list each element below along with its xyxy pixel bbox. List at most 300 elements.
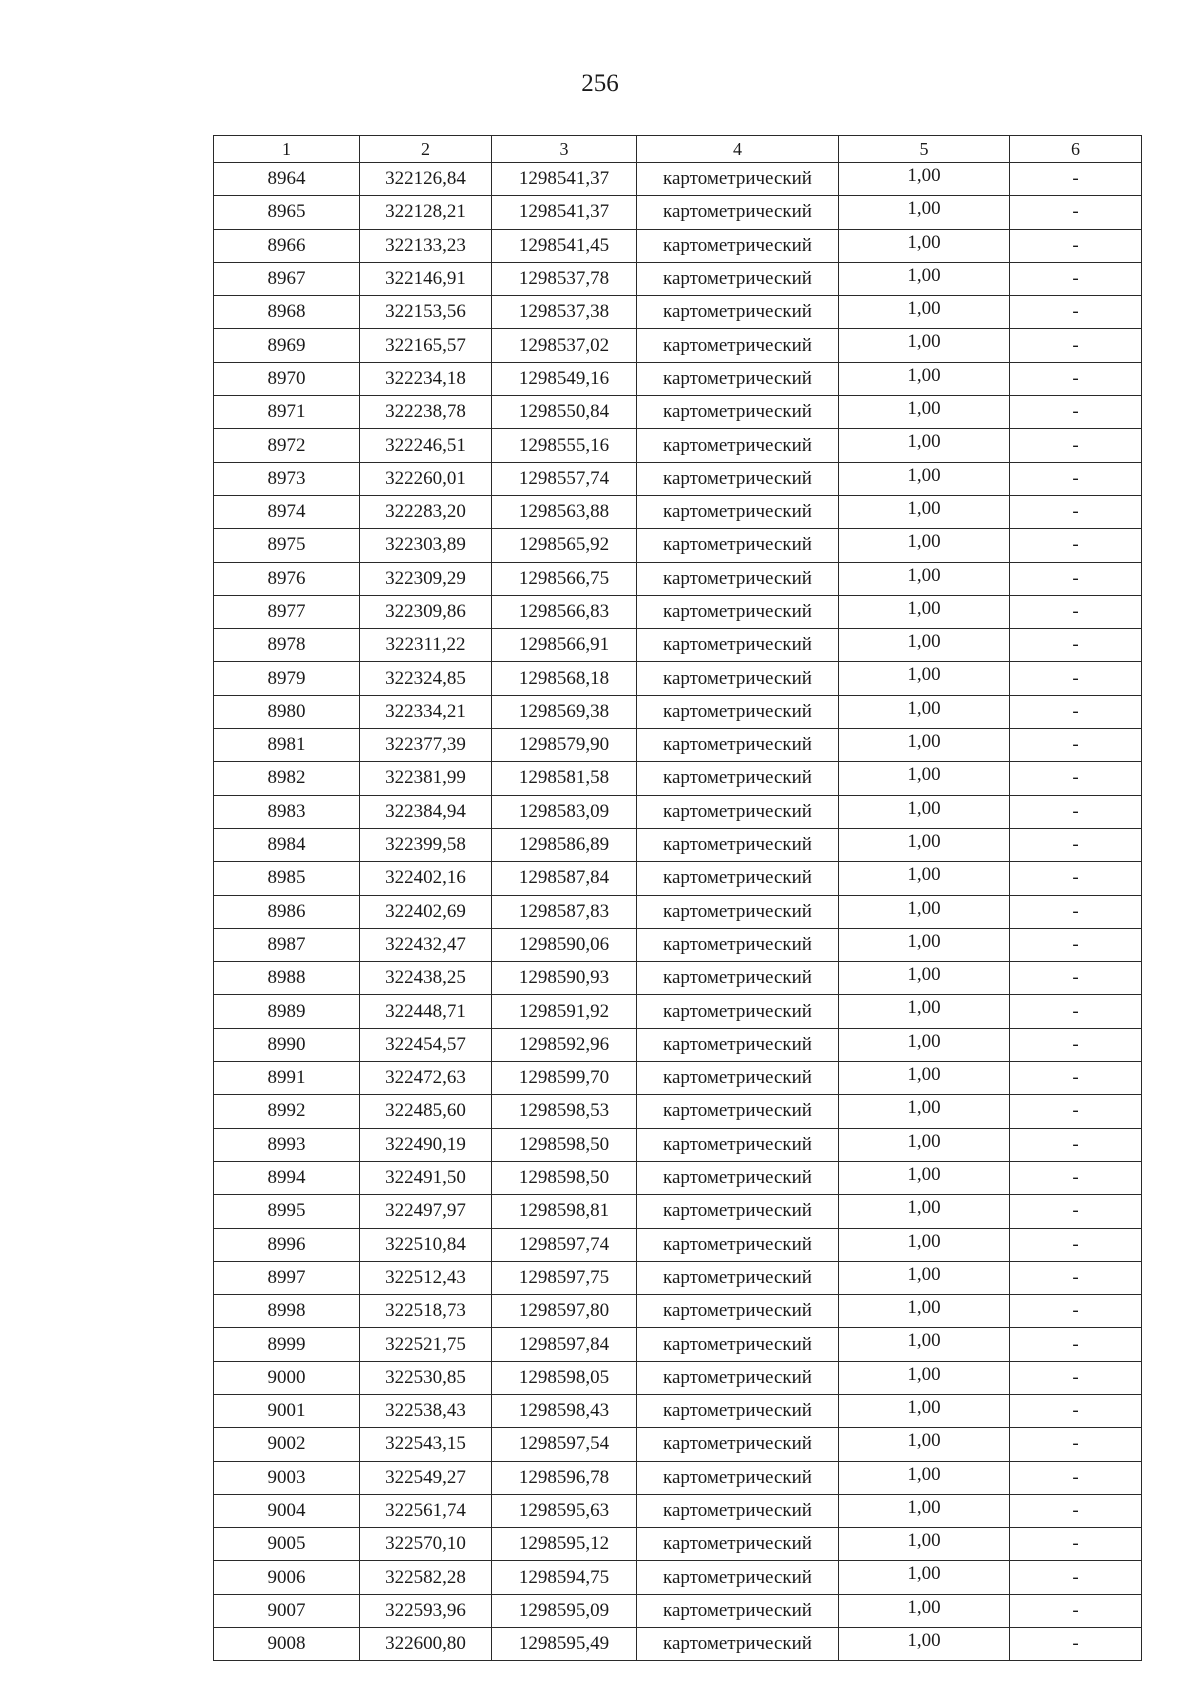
x-coordinate-cell: 322309,86 bbox=[360, 595, 492, 628]
method-cell: картометрический bbox=[637, 1461, 839, 1494]
accuracy-cell: 1,00 bbox=[839, 1295, 1010, 1328]
method-cell: картометрический bbox=[637, 595, 839, 628]
y-coordinate-cell: 1298596,78 bbox=[492, 1461, 637, 1494]
x-coordinate-cell: 322593,96 bbox=[360, 1594, 492, 1627]
method-cell: картометрический bbox=[637, 895, 839, 928]
point-number-cell: 9004 bbox=[214, 1494, 360, 1527]
note-cell: - bbox=[1010, 262, 1142, 295]
table-row bbox=[214, 1528, 1142, 1561]
x-coordinate-cell: 322260,01 bbox=[360, 462, 492, 495]
table-row bbox=[214, 895, 1142, 928]
y-coordinate-cell: 1298566,75 bbox=[492, 562, 637, 595]
y-coordinate-cell: 1298595,49 bbox=[492, 1628, 637, 1661]
method-cell: картометрический bbox=[637, 1361, 839, 1394]
y-coordinate-cell: 1298590,06 bbox=[492, 928, 637, 961]
note-cell: - bbox=[1010, 163, 1142, 196]
point-number-cell: 8981 bbox=[214, 729, 360, 762]
accuracy-cell: 1,00 bbox=[839, 1028, 1010, 1061]
y-coordinate-cell: 1298595,12 bbox=[492, 1528, 637, 1561]
table-row bbox=[214, 1161, 1142, 1194]
table-row bbox=[214, 1594, 1142, 1627]
point-number-cell: 9006 bbox=[214, 1561, 360, 1594]
y-coordinate-cell: 1298541,45 bbox=[492, 229, 637, 262]
accuracy-cell: 1,00 bbox=[839, 462, 1010, 495]
table-row bbox=[214, 1628, 1142, 1661]
note-cell: - bbox=[1010, 1095, 1142, 1128]
y-coordinate-cell: 1298583,09 bbox=[492, 795, 637, 828]
x-coordinate-cell: 322399,58 bbox=[360, 828, 492, 861]
method-cell: картометрический bbox=[637, 1128, 839, 1161]
table-row bbox=[214, 1494, 1142, 1527]
y-coordinate-cell: 1298597,80 bbox=[492, 1295, 637, 1328]
note-cell: - bbox=[1010, 695, 1142, 728]
method-cell: картометрический bbox=[637, 1261, 839, 1294]
method-cell: картометрический bbox=[637, 1394, 839, 1427]
x-coordinate-cell: 322521,75 bbox=[360, 1328, 492, 1361]
note-cell: - bbox=[1010, 329, 1142, 362]
note-cell: - bbox=[1010, 1394, 1142, 1427]
x-coordinate-cell: 322472,63 bbox=[360, 1062, 492, 1095]
table-row bbox=[214, 1128, 1142, 1161]
y-coordinate-cell: 1298597,84 bbox=[492, 1328, 637, 1361]
header-cell-3: 3 bbox=[492, 136, 637, 163]
accuracy-cell: 1,00 bbox=[839, 828, 1010, 861]
point-number-cell: 8991 bbox=[214, 1062, 360, 1095]
x-coordinate-cell: 322438,25 bbox=[360, 962, 492, 995]
x-coordinate-cell: 322510,84 bbox=[360, 1228, 492, 1261]
x-coordinate-cell: 322246,51 bbox=[360, 429, 492, 462]
table-row bbox=[214, 1028, 1142, 1061]
method-cell: картометрический bbox=[637, 196, 839, 229]
x-coordinate-cell: 322334,21 bbox=[360, 695, 492, 728]
y-coordinate-cell: 1298569,38 bbox=[492, 695, 637, 728]
table-row bbox=[214, 928, 1142, 961]
point-number-cell: 8969 bbox=[214, 329, 360, 362]
method-cell: картометрический bbox=[637, 429, 839, 462]
x-coordinate-cell: 322543,15 bbox=[360, 1428, 492, 1461]
note-cell: - bbox=[1010, 629, 1142, 662]
x-coordinate-cell: 322538,43 bbox=[360, 1394, 492, 1427]
x-coordinate-cell: 322153,56 bbox=[360, 296, 492, 329]
y-coordinate-cell: 1298594,75 bbox=[492, 1561, 637, 1594]
accuracy-cell: 1,00 bbox=[839, 1561, 1010, 1594]
y-coordinate-cell: 1298590,93 bbox=[492, 962, 637, 995]
note-cell: - bbox=[1010, 196, 1142, 229]
method-cell: картометрический bbox=[637, 662, 839, 695]
accuracy-cell: 1,00 bbox=[839, 296, 1010, 329]
note-cell: - bbox=[1010, 529, 1142, 562]
y-coordinate-cell: 1298597,54 bbox=[492, 1428, 637, 1461]
accuracy-cell: 1,00 bbox=[839, 862, 1010, 895]
point-number-cell: 8975 bbox=[214, 529, 360, 562]
accuracy-cell: 1,00 bbox=[839, 529, 1010, 562]
x-coordinate-cell: 322283,20 bbox=[360, 495, 492, 528]
y-coordinate-cell: 1298587,84 bbox=[492, 862, 637, 895]
table-header bbox=[214, 136, 1142, 163]
accuracy-cell: 1,00 bbox=[839, 1494, 1010, 1527]
y-coordinate-cell: 1298599,70 bbox=[492, 1062, 637, 1095]
point-number-cell: 8992 bbox=[214, 1095, 360, 1128]
x-coordinate-cell: 322165,57 bbox=[360, 329, 492, 362]
point-number-cell: 8995 bbox=[214, 1195, 360, 1228]
note-cell: - bbox=[1010, 762, 1142, 795]
method-cell: картометрический bbox=[637, 462, 839, 495]
accuracy-cell: 1,00 bbox=[839, 1528, 1010, 1561]
table-row bbox=[214, 1195, 1142, 1228]
accuracy-cell: 1,00 bbox=[839, 962, 1010, 995]
method-cell: картометрический bbox=[637, 296, 839, 329]
note-cell: - bbox=[1010, 1428, 1142, 1461]
accuracy-cell: 1,00 bbox=[839, 1062, 1010, 1095]
y-coordinate-cell: 1298598,43 bbox=[492, 1394, 637, 1427]
y-coordinate-cell: 1298597,74 bbox=[492, 1228, 637, 1261]
method-cell: картометрический bbox=[637, 1494, 839, 1527]
table-row bbox=[214, 462, 1142, 495]
header-cell-5: 5 bbox=[839, 136, 1010, 163]
note-cell: - bbox=[1010, 1228, 1142, 1261]
point-number-cell: 8976 bbox=[214, 562, 360, 595]
table-row bbox=[214, 396, 1142, 429]
point-number-cell: 8993 bbox=[214, 1128, 360, 1161]
method-cell: картометрический bbox=[637, 995, 839, 1028]
y-coordinate-cell: 1298568,18 bbox=[492, 662, 637, 695]
coordinates-table bbox=[213, 135, 1142, 1661]
table-row bbox=[214, 1062, 1142, 1095]
note-cell: - bbox=[1010, 1561, 1142, 1594]
accuracy-cell: 1,00 bbox=[839, 729, 1010, 762]
point-number-cell: 8989 bbox=[214, 995, 360, 1028]
note-cell: - bbox=[1010, 362, 1142, 395]
table-row bbox=[214, 1561, 1142, 1594]
table-row bbox=[214, 1095, 1142, 1128]
point-number-cell: 8965 bbox=[214, 196, 360, 229]
point-number-cell: 8984 bbox=[214, 828, 360, 861]
y-coordinate-cell: 1298550,84 bbox=[492, 396, 637, 429]
x-coordinate-cell: 322126,84 bbox=[360, 163, 492, 196]
point-number-cell: 8996 bbox=[214, 1228, 360, 1261]
y-coordinate-cell: 1298595,09 bbox=[492, 1594, 637, 1627]
accuracy-cell: 1,00 bbox=[839, 1594, 1010, 1627]
accuracy-cell: 1,00 bbox=[839, 928, 1010, 961]
note-cell: - bbox=[1010, 1494, 1142, 1527]
x-coordinate-cell: 322570,10 bbox=[360, 1528, 492, 1561]
table-body bbox=[214, 163, 1142, 1661]
note-cell: - bbox=[1010, 1128, 1142, 1161]
table-row bbox=[214, 962, 1142, 995]
table-row bbox=[214, 1394, 1142, 1427]
x-coordinate-cell: 322600,80 bbox=[360, 1628, 492, 1661]
method-cell: картометрический bbox=[637, 396, 839, 429]
point-number-cell: 8990 bbox=[214, 1028, 360, 1061]
accuracy-cell: 1,00 bbox=[839, 1095, 1010, 1128]
point-number-cell: 8974 bbox=[214, 495, 360, 528]
note-cell: - bbox=[1010, 995, 1142, 1028]
note-cell: - bbox=[1010, 1594, 1142, 1627]
y-coordinate-cell: 1298541,37 bbox=[492, 163, 637, 196]
method-cell: картометрический bbox=[637, 163, 839, 196]
table-row bbox=[214, 495, 1142, 528]
accuracy-cell: 1,00 bbox=[839, 362, 1010, 395]
accuracy-cell: 1,00 bbox=[839, 662, 1010, 695]
note-cell: - bbox=[1010, 495, 1142, 528]
note-cell: - bbox=[1010, 1062, 1142, 1095]
table-row bbox=[214, 262, 1142, 295]
point-number-cell: 8999 bbox=[214, 1328, 360, 1361]
method-cell: картометрический bbox=[637, 562, 839, 595]
header-row bbox=[214, 136, 1142, 163]
table-row bbox=[214, 695, 1142, 728]
point-number-cell: 8978 bbox=[214, 629, 360, 662]
note-cell: - bbox=[1010, 828, 1142, 861]
point-number-cell: 8987 bbox=[214, 928, 360, 961]
note-cell: - bbox=[1010, 662, 1142, 695]
table-row bbox=[214, 662, 1142, 695]
y-coordinate-cell: 1298586,89 bbox=[492, 828, 637, 861]
y-coordinate-cell: 1298549,16 bbox=[492, 362, 637, 395]
accuracy-cell: 1,00 bbox=[839, 695, 1010, 728]
point-number-cell: 8979 bbox=[214, 662, 360, 695]
method-cell: картометрический bbox=[637, 795, 839, 828]
point-number-cell: 8973 bbox=[214, 462, 360, 495]
y-coordinate-cell: 1298592,96 bbox=[492, 1028, 637, 1061]
table-row bbox=[214, 196, 1142, 229]
note-cell: - bbox=[1010, 729, 1142, 762]
x-coordinate-cell: 322128,21 bbox=[360, 196, 492, 229]
table-row bbox=[214, 995, 1142, 1028]
y-coordinate-cell: 1298565,92 bbox=[492, 529, 637, 562]
y-coordinate-cell: 1298595,63 bbox=[492, 1494, 637, 1527]
accuracy-cell: 1,00 bbox=[839, 163, 1010, 196]
table-row bbox=[214, 163, 1142, 196]
y-coordinate-cell: 1298579,90 bbox=[492, 729, 637, 762]
note-cell: - bbox=[1010, 1628, 1142, 1661]
accuracy-cell: 1,00 bbox=[839, 562, 1010, 595]
method-cell: картометрический bbox=[637, 329, 839, 362]
table-row bbox=[214, 795, 1142, 828]
accuracy-cell: 1,00 bbox=[839, 1128, 1010, 1161]
x-coordinate-cell: 322234,18 bbox=[360, 362, 492, 395]
table-row bbox=[214, 329, 1142, 362]
page-number: 256 bbox=[581, 70, 619, 97]
point-number-cell: 9007 bbox=[214, 1594, 360, 1627]
point-number-cell: 8970 bbox=[214, 362, 360, 395]
accuracy-cell: 1,00 bbox=[839, 429, 1010, 462]
table-row bbox=[214, 1328, 1142, 1361]
accuracy-cell: 1,00 bbox=[839, 762, 1010, 795]
accuracy-cell: 1,00 bbox=[839, 1428, 1010, 1461]
method-cell: картометрический bbox=[637, 362, 839, 395]
accuracy-cell: 1,00 bbox=[839, 995, 1010, 1028]
method-cell: картометрический bbox=[637, 1328, 839, 1361]
point-number-cell: 8997 bbox=[214, 1261, 360, 1294]
method-cell: картометрический bbox=[637, 629, 839, 662]
accuracy-cell: 1,00 bbox=[839, 1161, 1010, 1194]
x-coordinate-cell: 322491,50 bbox=[360, 1161, 492, 1194]
table-row bbox=[214, 828, 1142, 861]
y-coordinate-cell: 1298555,16 bbox=[492, 429, 637, 462]
method-cell: картометрический bbox=[637, 262, 839, 295]
accuracy-cell: 1,00 bbox=[839, 495, 1010, 528]
method-cell: картометрический bbox=[637, 1195, 839, 1228]
table-row bbox=[214, 296, 1142, 329]
note-cell: - bbox=[1010, 562, 1142, 595]
table-row bbox=[214, 1428, 1142, 1461]
method-cell: картометрический bbox=[637, 729, 839, 762]
table-row bbox=[214, 595, 1142, 628]
x-coordinate-cell: 322324,85 bbox=[360, 662, 492, 695]
x-coordinate-cell: 322561,74 bbox=[360, 1494, 492, 1527]
table-row bbox=[214, 1295, 1142, 1328]
accuracy-cell: 1,00 bbox=[839, 1328, 1010, 1361]
method-cell: картометрический bbox=[637, 1095, 839, 1128]
y-coordinate-cell: 1298597,75 bbox=[492, 1261, 637, 1294]
accuracy-cell: 1,00 bbox=[839, 1261, 1010, 1294]
point-number-cell: 8985 bbox=[214, 862, 360, 895]
y-coordinate-cell: 1298598,05 bbox=[492, 1361, 637, 1394]
x-coordinate-cell: 322384,94 bbox=[360, 795, 492, 828]
note-cell: - bbox=[1010, 795, 1142, 828]
table-row bbox=[214, 362, 1142, 395]
x-coordinate-cell: 322448,71 bbox=[360, 995, 492, 1028]
note-cell: - bbox=[1010, 1528, 1142, 1561]
note-cell: - bbox=[1010, 1461, 1142, 1494]
table-row bbox=[214, 1228, 1142, 1261]
y-coordinate-cell: 1298598,81 bbox=[492, 1195, 637, 1228]
note-cell: - bbox=[1010, 396, 1142, 429]
method-cell: картометрический bbox=[637, 695, 839, 728]
note-cell: - bbox=[1010, 1361, 1142, 1394]
point-number-cell: 9000 bbox=[214, 1361, 360, 1394]
header-cell-1: 1 bbox=[214, 136, 360, 163]
accuracy-cell: 1,00 bbox=[839, 895, 1010, 928]
table-row bbox=[214, 229, 1142, 262]
table-row bbox=[214, 1461, 1142, 1494]
accuracy-cell: 1,00 bbox=[839, 1394, 1010, 1427]
accuracy-cell: 1,00 bbox=[839, 629, 1010, 662]
y-coordinate-cell: 1298598,53 bbox=[492, 1095, 637, 1128]
accuracy-cell: 1,00 bbox=[839, 262, 1010, 295]
x-coordinate-cell: 322518,73 bbox=[360, 1295, 492, 1328]
method-cell: картометрический bbox=[637, 762, 839, 795]
y-coordinate-cell: 1298537,02 bbox=[492, 329, 637, 362]
table-row bbox=[214, 1361, 1142, 1394]
point-number-cell: 9005 bbox=[214, 1528, 360, 1561]
table-row bbox=[214, 529, 1142, 562]
y-coordinate-cell: 1298537,38 bbox=[492, 296, 637, 329]
table-row bbox=[214, 1261, 1142, 1294]
table-row bbox=[214, 562, 1142, 595]
header-cell-6: 6 bbox=[1010, 136, 1142, 163]
method-cell: картометрический bbox=[637, 1295, 839, 1328]
point-number-cell: 9003 bbox=[214, 1461, 360, 1494]
method-cell: картометрический bbox=[637, 1228, 839, 1261]
method-cell: картометрический bbox=[637, 229, 839, 262]
x-coordinate-cell: 322530,85 bbox=[360, 1361, 492, 1394]
note-cell: - bbox=[1010, 1161, 1142, 1194]
point-number-cell: 8982 bbox=[214, 762, 360, 795]
x-coordinate-cell: 322402,16 bbox=[360, 862, 492, 895]
header-cell-2: 2 bbox=[360, 136, 492, 163]
y-coordinate-cell: 1298587,83 bbox=[492, 895, 637, 928]
x-coordinate-cell: 322512,43 bbox=[360, 1261, 492, 1294]
table-row bbox=[214, 629, 1142, 662]
x-coordinate-cell: 322309,29 bbox=[360, 562, 492, 595]
method-cell: картометрический bbox=[637, 828, 839, 861]
y-coordinate-cell: 1298563,88 bbox=[492, 495, 637, 528]
x-coordinate-cell: 322454,57 bbox=[360, 1028, 492, 1061]
x-coordinate-cell: 322303,89 bbox=[360, 529, 492, 562]
method-cell: картометрический bbox=[637, 1528, 839, 1561]
accuracy-cell: 1,00 bbox=[839, 1361, 1010, 1394]
note-cell: - bbox=[1010, 1261, 1142, 1294]
x-coordinate-cell: 322311,22 bbox=[360, 629, 492, 662]
point-number-cell: 8966 bbox=[214, 229, 360, 262]
accuracy-cell: 1,00 bbox=[839, 229, 1010, 262]
point-number-cell: 8988 bbox=[214, 962, 360, 995]
method-cell: картометрический bbox=[637, 1062, 839, 1095]
note-cell: - bbox=[1010, 1195, 1142, 1228]
y-coordinate-cell: 1298557,74 bbox=[492, 462, 637, 495]
y-coordinate-cell: 1298541,37 bbox=[492, 196, 637, 229]
method-cell: картометрический bbox=[637, 495, 839, 528]
x-coordinate-cell: 322238,78 bbox=[360, 396, 492, 429]
header-cell-4: 4 bbox=[637, 136, 839, 163]
note-cell: - bbox=[1010, 229, 1142, 262]
point-number-cell: 8967 bbox=[214, 262, 360, 295]
y-coordinate-cell: 1298566,83 bbox=[492, 595, 637, 628]
accuracy-cell: 1,00 bbox=[839, 196, 1010, 229]
point-number-cell: 9008 bbox=[214, 1628, 360, 1661]
method-cell: картометрический bbox=[637, 928, 839, 961]
table-row bbox=[214, 762, 1142, 795]
x-coordinate-cell: 322485,60 bbox=[360, 1095, 492, 1128]
accuracy-cell: 1,00 bbox=[839, 595, 1010, 628]
point-number-cell: 8964 bbox=[214, 163, 360, 196]
note-cell: - bbox=[1010, 862, 1142, 895]
point-number-cell: 8971 bbox=[214, 396, 360, 429]
note-cell: - bbox=[1010, 962, 1142, 995]
y-coordinate-cell: 1298581,58 bbox=[492, 762, 637, 795]
x-coordinate-cell: 322497,97 bbox=[360, 1195, 492, 1228]
x-coordinate-cell: 322402,69 bbox=[360, 895, 492, 928]
method-cell: картометрический bbox=[637, 1594, 839, 1627]
point-number-cell: 8968 bbox=[214, 296, 360, 329]
accuracy-cell: 1,00 bbox=[839, 1628, 1010, 1661]
point-number-cell: 8977 bbox=[214, 595, 360, 628]
y-coordinate-cell: 1298598,50 bbox=[492, 1128, 637, 1161]
accuracy-cell: 1,00 bbox=[839, 1228, 1010, 1261]
method-cell: картометрический bbox=[637, 862, 839, 895]
x-coordinate-cell: 322381,99 bbox=[360, 762, 492, 795]
method-cell: картометрический bbox=[637, 1161, 839, 1194]
note-cell: - bbox=[1010, 429, 1142, 462]
x-coordinate-cell: 322582,28 bbox=[360, 1561, 492, 1594]
y-coordinate-cell: 1298566,91 bbox=[492, 629, 637, 662]
note-cell: - bbox=[1010, 462, 1142, 495]
point-number-cell: 9001 bbox=[214, 1394, 360, 1427]
accuracy-cell: 1,00 bbox=[839, 1461, 1010, 1494]
point-number-cell: 8994 bbox=[214, 1161, 360, 1194]
point-number-cell: 8998 bbox=[214, 1295, 360, 1328]
x-coordinate-cell: 322490,19 bbox=[360, 1128, 492, 1161]
note-cell: - bbox=[1010, 296, 1142, 329]
method-cell: картометрический bbox=[637, 1561, 839, 1594]
method-cell: картометрический bbox=[637, 1028, 839, 1061]
note-cell: - bbox=[1010, 1295, 1142, 1328]
method-cell: картометрический bbox=[637, 529, 839, 562]
y-coordinate-cell: 1298591,92 bbox=[492, 995, 637, 1028]
method-cell: картометрический bbox=[637, 1628, 839, 1661]
